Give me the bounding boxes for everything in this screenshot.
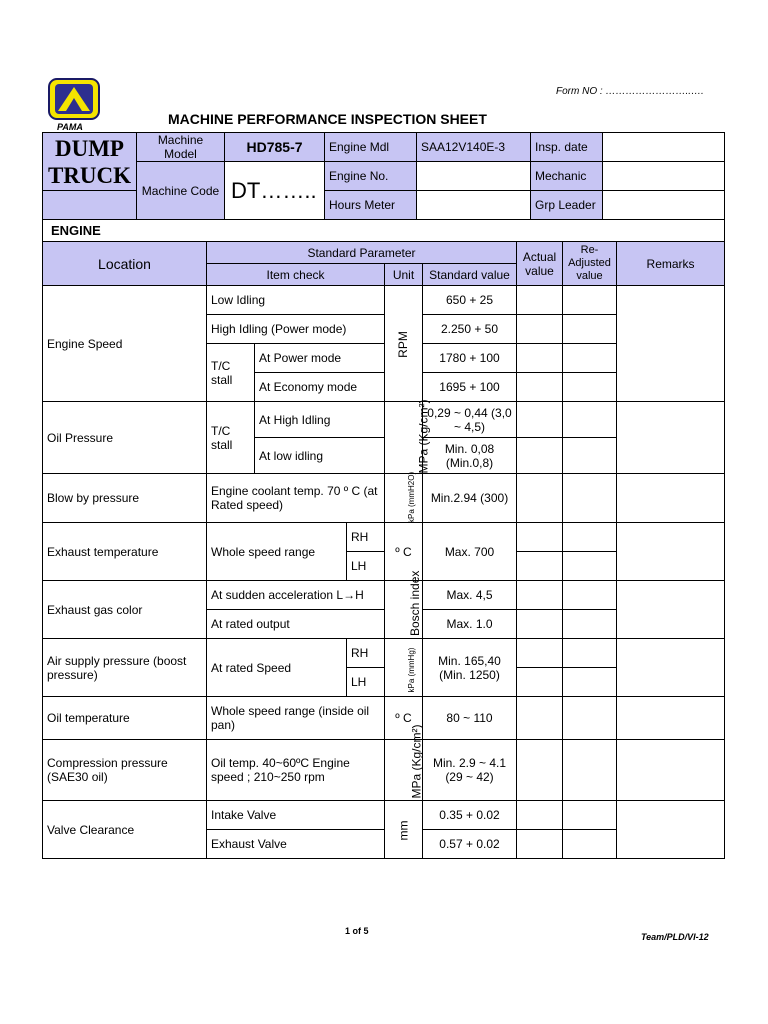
truck-type-filler <box>43 191 137 220</box>
exhaust-gas-location: Exhaust gas color <box>43 581 207 639</box>
remarks-cell[interactable] <box>617 697 725 740</box>
pama-logo <box>48 78 100 120</box>
oil-pressure-location: Oil Pressure <box>43 402 207 474</box>
readjusted-value-cell[interactable] <box>563 801 617 830</box>
actual-value-cell[interactable] <box>517 474 563 523</box>
readjusted-value-cell[interactable] <box>563 315 617 344</box>
actual-value-cell[interactable] <box>517 801 563 830</box>
oil-temp-location: Oil temperature <box>43 697 207 740</box>
readjusted-value-cell[interactable] <box>563 402 617 438</box>
valve-clearance-location: Valve Clearance <box>43 801 207 859</box>
truck-type-line1: DUMP <box>55 135 124 161</box>
readjusted-value-cell[interactable] <box>563 581 617 610</box>
actual-value-cell[interactable] <box>517 373 563 402</box>
readjusted-value-cell[interactable] <box>563 697 617 740</box>
readjusted-value-cell[interactable] <box>563 830 617 859</box>
compression-unit <box>385 724 424 801</box>
readjusted-value-header: Re-Adjusted value <box>563 242 617 286</box>
exhaust-valve-value: 0.57 + 0.02 <box>423 830 517 859</box>
actual-value-cell[interactable] <box>517 668 563 697</box>
actual-value-cell[interactable] <box>517 639 563 668</box>
exhaust-temp-item: Whole speed range <box>207 523 347 581</box>
truck-type-cell <box>43 133 137 191</box>
actual-value-cell[interactable] <box>517 830 563 859</box>
grp-leader-label: Grp Leader <box>531 191 603 220</box>
air-lh-label: LH <box>347 668 385 697</box>
readjusted-value-cell[interactable] <box>563 668 617 697</box>
location-header: Location <box>43 242 207 286</box>
actual-value-cell[interactable] <box>517 438 563 474</box>
page-title: MACHINE PERFORMANCE INSPECTION SHEET <box>168 111 487 127</box>
actual-value-cell[interactable] <box>517 315 563 344</box>
actual-value-cell[interactable] <box>517 610 563 639</box>
engine-inspection-table <box>42 219 725 859</box>
grp-leader-field[interactable] <box>603 191 725 220</box>
machine-model-label: Machine Model <box>137 133 225 162</box>
oil-tc-stall-label: T/C stall <box>207 402 255 474</box>
kpa-unit-label: kPa (mmH2O) <box>407 471 416 523</box>
exhaust-lh-label: LH <box>347 552 385 581</box>
readjusted-value-cell[interactable] <box>563 523 617 552</box>
low-idling-value: 650 + 25 <box>423 286 517 315</box>
remarks-cell[interactable] <box>617 801 725 859</box>
logo-text: PAMA <box>57 122 83 132</box>
actual-value-cell[interactable] <box>517 740 563 801</box>
hours-meter-field[interactable] <box>417 191 531 220</box>
actual-value-cell[interactable] <box>517 286 563 315</box>
mechanic-field[interactable] <box>603 162 725 191</box>
engine-no-field[interactable] <box>417 162 531 191</box>
insp-date-field[interactable] <box>603 133 725 162</box>
bosch-unit-label: Bosch index <box>408 570 422 636</box>
exhaust-valve-item: Exhaust Valve <box>207 830 385 859</box>
high-idling-item: High Idling (Power mode) <box>207 315 385 344</box>
compression-value: Min. 2.9 ~ 4.1 (29 ~ 42) <box>423 740 517 801</box>
exhaust-gas-unit <box>385 570 423 639</box>
tc-stall-label: T/C stall <box>207 344 255 402</box>
exhaust-rh-label: RH <box>347 523 385 552</box>
remarks-cell[interactable] <box>617 581 725 639</box>
actual-value-header: Actual value <box>517 242 563 286</box>
rated-output-value: Max. 1.0 <box>423 610 517 639</box>
machine-model-value: HD785-7 <box>225 133 325 162</box>
oil-low-idling-item: At low idling <box>255 438 385 474</box>
blow-by-unit <box>385 471 423 523</box>
document-code: Team/PLD/VI-12 <box>641 932 709 942</box>
power-mode-value: 1780 + 100 <box>423 344 517 373</box>
oil-pressure-unit <box>385 398 431 474</box>
machine-code-label: Machine Code <box>137 162 225 220</box>
insp-date-label: Insp. date <box>531 133 603 162</box>
engine-mdl-label: Engine Mdl <box>325 133 417 162</box>
section-title: ENGINE <box>43 220 725 242</box>
oil-high-idling-value: 0,29 ~ 0,44 (3,0 ~ 4,5) <box>423 402 517 438</box>
oil-low-idling-value: Min. 0,08 (Min.0,8) <box>423 438 517 474</box>
economy-mode-value: 1695 + 100 <box>423 373 517 402</box>
low-idling-item: Low Idling <box>207 286 385 315</box>
economy-mode-item: At Economy mode <box>255 373 385 402</box>
air-supply-value: Min. 165,40 (Min. 1250) <box>423 639 517 697</box>
standard-parameter-header: Standard Parameter <box>207 242 517 264</box>
standard-value-header: Standard value <box>423 264 517 286</box>
readjusted-value-cell[interactable] <box>563 610 617 639</box>
oil-high-idling-item: At High Idling <box>255 402 385 438</box>
power-mode-item: At Power mode <box>255 344 385 373</box>
rated-output-item: At rated output <box>207 610 385 639</box>
actual-value-cell[interactable] <box>517 697 563 740</box>
valve-unit <box>385 801 423 859</box>
blow-by-location: Blow by pressure <box>43 474 207 523</box>
remarks-cell[interactable] <box>617 286 725 402</box>
item-check-header: Item check <box>207 264 385 286</box>
remarks-cell[interactable] <box>617 474 725 523</box>
hours-meter-label: Hours Meter <box>325 191 417 220</box>
kpa-mmhg-unit-label: kPa (mmHg) <box>407 647 416 692</box>
remarks-header: Remarks <box>617 242 725 286</box>
compression-mpa-unit-label: MPa (Kg/cm²) <box>409 724 424 799</box>
remarks-cell[interactable] <box>617 523 725 581</box>
remarks-cell[interactable] <box>617 639 725 697</box>
mm-unit-label: mm <box>396 820 410 840</box>
mechanic-label: Mechanic <box>531 162 603 191</box>
intake-valve-value: 0.35 + 0.02 <box>423 801 517 830</box>
unit-header: Unit <box>385 264 423 286</box>
readjusted-value-cell[interactable] <box>563 552 617 581</box>
readjusted-value-cell[interactable] <box>563 344 617 373</box>
readjusted-value-cell[interactable] <box>563 474 617 523</box>
remarks-cell[interactable] <box>617 740 725 801</box>
compression-location: Compression pressure (SAE30 oil) <box>43 740 207 801</box>
actual-value-cell[interactable] <box>517 402 563 438</box>
actual-value-cell[interactable] <box>517 581 563 610</box>
intake-valve-item: Intake Valve <box>207 801 385 830</box>
readjusted-value-cell[interactable] <box>563 438 617 474</box>
air-rh-label: RH <box>347 639 385 668</box>
form-number: Form NO : ……………………..…. <box>556 86 704 97</box>
machine-code-value: DT…….. <box>225 162 325 220</box>
machine-info-table <box>42 132 725 220</box>
oil-temp-value: 80 ~ 110 <box>423 697 517 740</box>
blow-by-item: Engine coolant temp. 70 º C (at Rated speed) <box>207 474 385 523</box>
engine-no-label: Engine No. <box>325 162 417 191</box>
page-number: 1 of 5 <box>345 926 369 936</box>
actual-value-cell[interactable] <box>517 344 563 373</box>
oil-temp-unit: º C <box>385 697 423 740</box>
sudden-acceleration-item: At sudden acceleration L→H <box>207 581 385 610</box>
air-supply-location: Air supply pressure (boost pressure) <box>43 639 207 697</box>
compression-item: Oil temp. 40~60ºC Engine speed ; 210~250 rpm <box>207 740 385 801</box>
sudden-acceleration-value: Max. 4,5 <box>423 581 517 610</box>
exhaust-temp-location: Exhaust temperature <box>43 523 207 581</box>
high-idling-value: 2.250 + 50 <box>423 315 517 344</box>
readjusted-value-cell[interactable] <box>563 286 617 315</box>
mpa-unit-label: MPa (Kg/cm²) <box>416 398 431 473</box>
readjusted-value-cell[interactable] <box>563 639 617 668</box>
truck-type-line2: TRUCK <box>47 162 132 188</box>
air-supply-item: At rated Speed <box>207 639 347 697</box>
engine-speed-unit <box>385 286 423 402</box>
actual-value-cell[interactable] <box>517 552 563 581</box>
rpm-unit-label: RPM <box>395 330 410 358</box>
actual-value-cell[interactable] <box>517 523 563 552</box>
engine-speed-location: Engine Speed <box>43 286 207 402</box>
exhaust-temp-value: Max. 700 <box>423 523 517 581</box>
exhaust-temp-unit: º C <box>385 523 423 581</box>
oil-temp-item: Whole speed range (inside oil pan) <box>207 697 385 740</box>
readjusted-value-cell[interactable] <box>563 740 617 801</box>
air-supply-unit <box>385 639 423 697</box>
remarks-cell[interactable] <box>617 402 725 474</box>
engine-mdl-value: SAA12V140E-3 <box>417 133 531 162</box>
blow-by-value: Min.2.94 (300) <box>423 474 517 523</box>
readjusted-value-cell[interactable] <box>563 373 617 402</box>
